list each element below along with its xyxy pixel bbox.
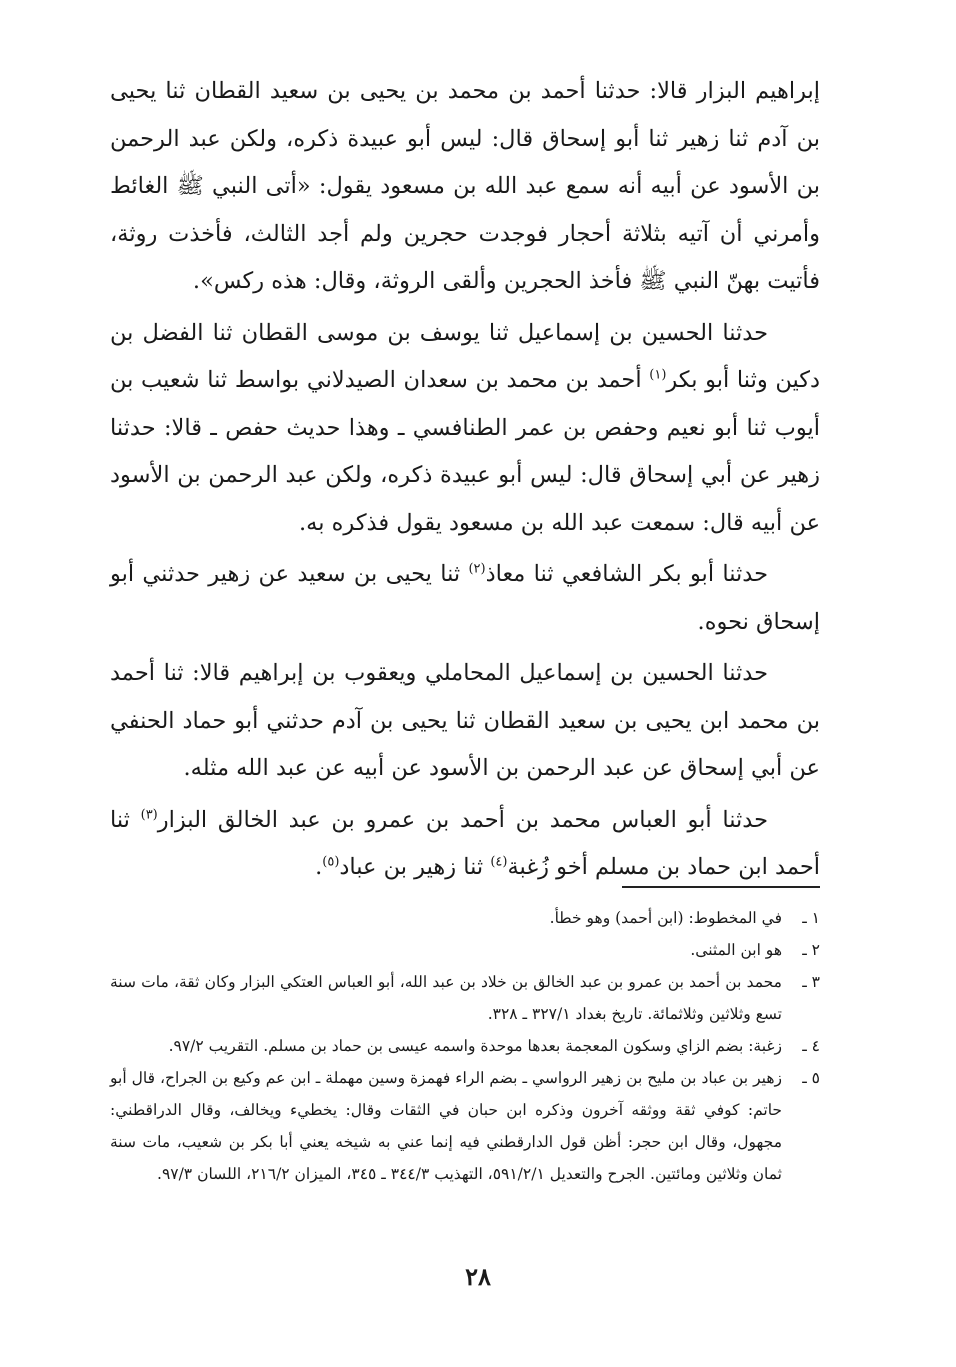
paragraph-3 <box>110 551 820 646</box>
footnote-ref-3[interactable]: (٣) <box>140 807 158 822</box>
paragraph-4: حدثنا الحسين بن إسماعيل المحاملي ويعقوب بن إبراهيم قالا: ثنا أحمد بن محمد ابن يحيى بن سعيد القطان ثنا يحيى بن آدم حدثني أبو حماد الحنفي عن أبي إسحاق عن عبد الرحمن بن الأسود عن أبيه عن عبد الله مثله. <box>110 660 820 781</box>
footnote-3 <box>110 966 820 1030</box>
paragraph-3-part-a: حدثنا أبو بكر الشافعي ثنا معاذ <box>485 561 768 587</box>
paragraph-2 <box>110 310 820 548</box>
footnote-1 <box>110 902 820 934</box>
footnote-number: ٥ ـ <box>802 1069 820 1087</box>
footnote-text: في المخطوط: (ابن أحمد) وهو خطأ. <box>549 909 782 927</box>
footnote-ref-1[interactable]: (١) <box>649 367 667 383</box>
paragraph-5-part-c: ثنا زهير بن عباد <box>339 854 491 880</box>
paragraph-5-part-b: ثنا أحمد ابن حماد بن مسلم أخو زُغبة <box>110 806 820 880</box>
paragraph-5 <box>110 797 820 892</box>
footnote-divider <box>622 886 820 888</box>
footnote-text: هو ابن المثنى. <box>690 941 782 959</box>
footnote-2 <box>110 934 820 966</box>
paragraph-5-part-d: . <box>315 854 323 880</box>
footnote-ref-2[interactable]: (٢) <box>468 561 486 577</box>
footnote-ref-5[interactable]: (٥) <box>322 854 340 870</box>
footnote-number: ١ ـ <box>802 909 820 927</box>
footnote-text: زغبة: بضم الزاي وسكون المعجمة بعدها موحدة واسمه عيسى بن حماد بن مسلم. التقريب ٩٧/٢. <box>168 1037 782 1055</box>
paragraph-5-part-a: حدثنا أبو العباس محمد بن أحمد بن عمرو بن عبد الخالق البزار <box>157 806 769 833</box>
paragraph-3-part-b: ثنا يحيى بن سعيد عن زهير حدثني أبو إسحاق نحوه. <box>110 561 820 635</box>
footnote-ref-4[interactable]: (٤) <box>490 854 508 870</box>
footnote-4 <box>110 1030 820 1062</box>
paragraph-2-part-b: أحمد بن محمد بن سعدان الصيدلاني بواسط ثنا شعيب بن أيوب ثنا أبو نعيم وحفص بن عمر الطنافسي ـ وهذا حديث حفص ـ قالا: حدثنا زهير عن أبي إسحاق قال: ليس أبو عبيدة ذكره، ولكن عبد الرحمن بن الأسود عن أبيه قال: سمعت عبد الله بن مسعود يقول فذكره به. <box>110 367 820 536</box>
main-text <box>110 68 820 896</box>
footnote-number: ٢ ـ <box>802 941 820 959</box>
footnote-number: ٤ ـ <box>802 1037 820 1055</box>
paragraph-2-part-a: حدثنا الحسين بن إسماعيل ثنا يوسف بن موسى القطان ثنا الفضل بن دكين وثنا أبو بكر <box>110 319 821 393</box>
paragraph-1: إبراهيم البزار قالا: حدثنا أحمد بن محمد بن يحيى بن سعيد القطان ثنا يحيى بن آدم ثنا زهير ثنا أبو إسحاق قال: ليس أبو عبيدة ذكره، ولكن عبد الرحمن بن الأسود عن أبيه أنه سمع عبد الله بن مسعود يقول: «أتى النبي ﷺ الغائط وأمرني أن آتيه بثلاثة أحجار فوجدت حجرين ولم أجد الثالث، فأخذت روثة، فأتيت بهنّ النبي ﷺ فأخذ الحجرين وألقى الروثة، وقال: هذه ركس». <box>110 78 820 294</box>
footnotes <box>110 902 820 1190</box>
footnote-text: زهير بن عباد بن مليح بن زهير الرواسي ـ بضم الراء فهمزة وسين مهملة ـ ابن عم وكيع بن الجراح، قال أبو حاتم: كوفي ثقة ووثقه آخرون وذكره ابن حبان في الثقات وقال: يخطيء ويخالف، وقال الدراقطني: مجهول، وقال ابن حجر: أظن قول الدارقطني فيه إنما عني به شيخه يعني أبا بكر بن شعيب، مات سنة ثمان وثلاثين ومائتين. الجرح والتعديل ٥٩١/٢/١، التهذيب ٣٤٤/٣ ـ ٣٤٥، الميزان ٢١٦/٢، اللسان ٩٧/٣. <box>110 1069 782 1183</box>
footnote-text: محمد بن أحمد بن عمرو بن عبد الخالق بن خلاد بن عبد الله، أبو العباس العتكي البزار وكان ثقة، مات سنة تسع وثلاثين وثلاثمائة. تاريخ بغداد ٣٢٧/١ ـ ٣٢٨. <box>110 973 782 1023</box>
page-number: ٢٨ <box>465 1262 491 1291</box>
footnote-5 <box>110 1062 820 1190</box>
footnote-number: ٣ ـ <box>802 973 820 991</box>
